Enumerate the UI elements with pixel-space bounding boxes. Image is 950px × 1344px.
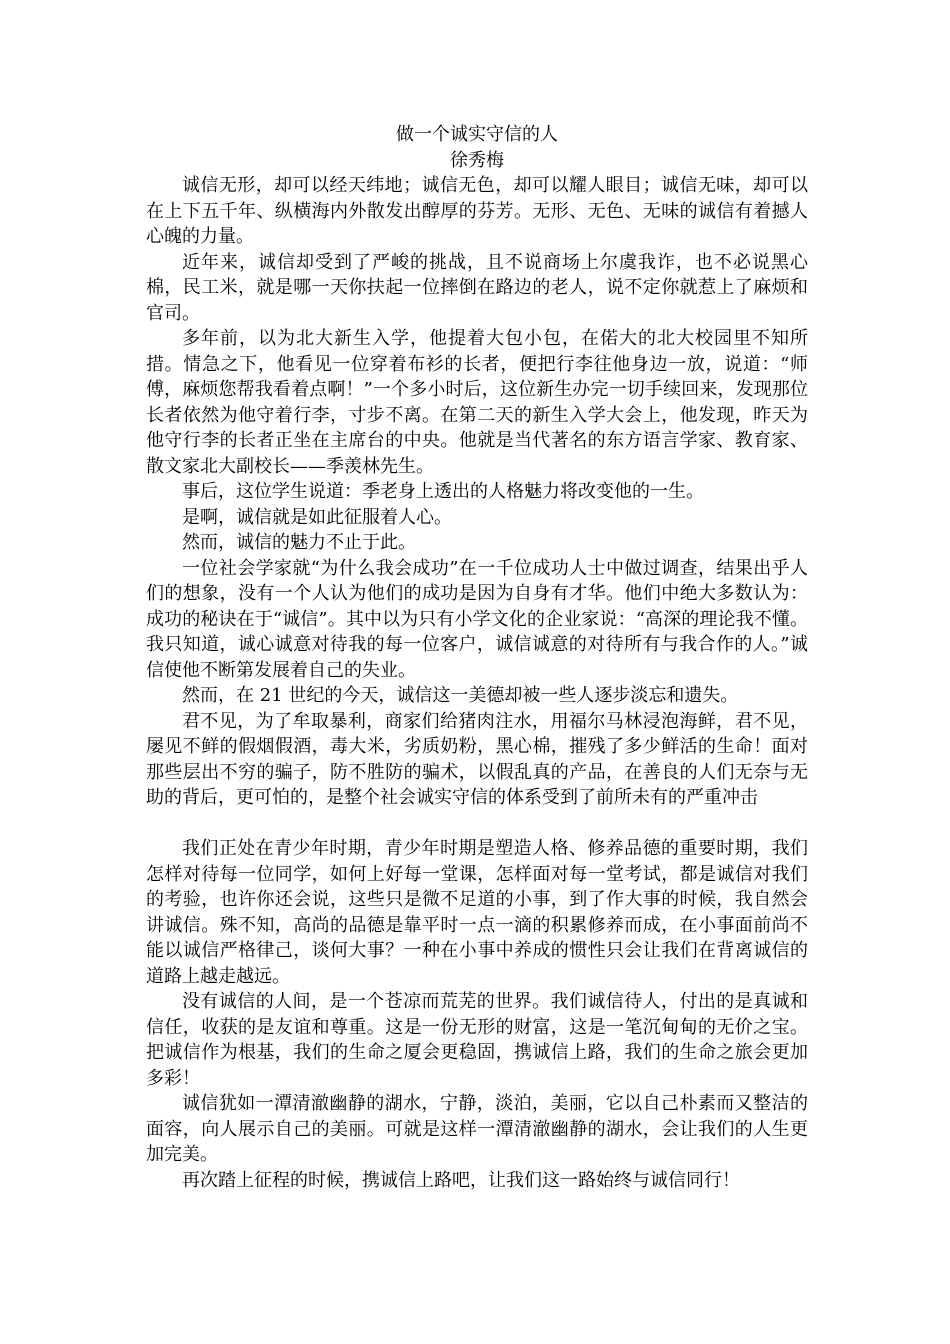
paragraph: 近年来，诚信却受到了严峻的挑战，且不说商场上尔虞我诈，也不必说黑心棉，民工米，就是哪一天你扶起一位摔倒在路边的老人，说不定你就惹上了麻烦和官司。 [146,251,808,324]
paragraph: 君不见，为了牟取暴利，商家们给猪肉注水，用福尔马林浸泡海鲜，君不见，屡见不鲜的假烟假酒，毒大米，劣质奶粉，黑心棉，摧残了多少鲜活的生命！面对那些层出不穷的骗子，防不胜防的骗术，以假乱真的产品，在善良的人们无奈与无助的背后，更可怕的，是整个社会诚实守信的体系受到了前所未有的严重冲击 [146,710,808,808]
blank-line [146,811,808,837]
paragraph: 然而，在 21 世纪的今天，诚信这一美德却被一些人逐步淡忘和遗失。 [182,685,739,706]
paragraph: 诚信无形，却可以经天纬地；诚信无色，却可以耀人眼目；诚信无味，却可以在上下五千年、纵横海内外散发出醇厚的芬芳。无形、无色、无味的诚信有着撼人心魄的力量。 [146,175,808,247]
paragraph: 再次踏上征程的时候，携诚信上路吧，让我们这一路始终与诚信同行！ [182,1169,740,1191]
paragraph: 然而，诚信的魅力不止于此。 [182,532,416,553]
paragraph: 我们正处在青少年时期，青少年时期是塑造人格、修养品德的重要时期，我们怎样对待每一位同学，如何上好每一堂课，怎样面对每一堂考试，都是诚信对我们的考验，也许你还会说，这些只是微不足道的小事，到了作大事的时候，我自然会讲诚信。殊不知，高尚的品德是靠平时一点一滴的积累修养而成，在小事面前尚不能以诚信严格律己，谈何大事？一种在小事中养成的惯性只会让我们在背离诚信的道路上越走越远。 [146,838,808,987]
document-page [146,122,808,1193]
paragraph: 多年前，以为北大新生入学，他提着大包小包，在偌大的北大校园里不知所措。情急之下，他看见一位穿着布衫的长者，便把行李往他身边一放，说道：“师傅，麻烦您帮我看着点啊！”一个多小时后，这位新生办完一切手续回来，发现那位长者依然为他守着行李，寸步不离。在第二天的新生入学大会上，他发现，昨天为他守行李的长者正坐在主席台的中央。他就是当代著名的东方语言学家、教育家、散文家北大副校长——季羡林先生。 [146,328,808,477]
document-author: 徐秀梅 [450,149,504,171]
paragraph: 没有诚信的人间，是一个苍凉而荒芜的世界。我们诚信待人，付出的是真诚和信任，收获的是友谊和尊重。这是一份无形的财富，这是一笔沉甸甸的无价之宝。把诚信作为根基，我们的生命之厦会更稳固，携诚信上路，我们的生命之旅会更加多彩！ [146,991,808,1089]
paragraph: 事后，这位学生说道：季老身上透出的人格魅力将改变他的一生。 [182,481,704,502]
paragraph: 是啊，诚信就是如此征服着人心。 [182,506,452,528]
document-title: 做一个诚实守信的人 [396,124,558,145]
paragraph: 诚信犹如一潭清澈幽静的湖水，宁静，淡泊，美丽，它以自己朴素而又整洁的面容，向人展示自己的美丽。可就是这样一潭清澈幽静的湖水，会让我们的人生更加完美。 [146,1093,808,1165]
paragraph: 一位社会学家就“为什么我会成功”在一千位成功人士中做过调查，结果出乎人们的想象，没有一个人认为他们的成功是因为自身有才华。他们中绝大多数认为：成功的秘诀在于“诚信”。其中以为只有小学文化的企业家说：“高深的理论我不懂。我只知道，诚心诚意对待我的每一位客户，诚信诚意的对待所有与我合作的人。”诚信使他不断第发展着自己的失业。 [146,557,808,681]
